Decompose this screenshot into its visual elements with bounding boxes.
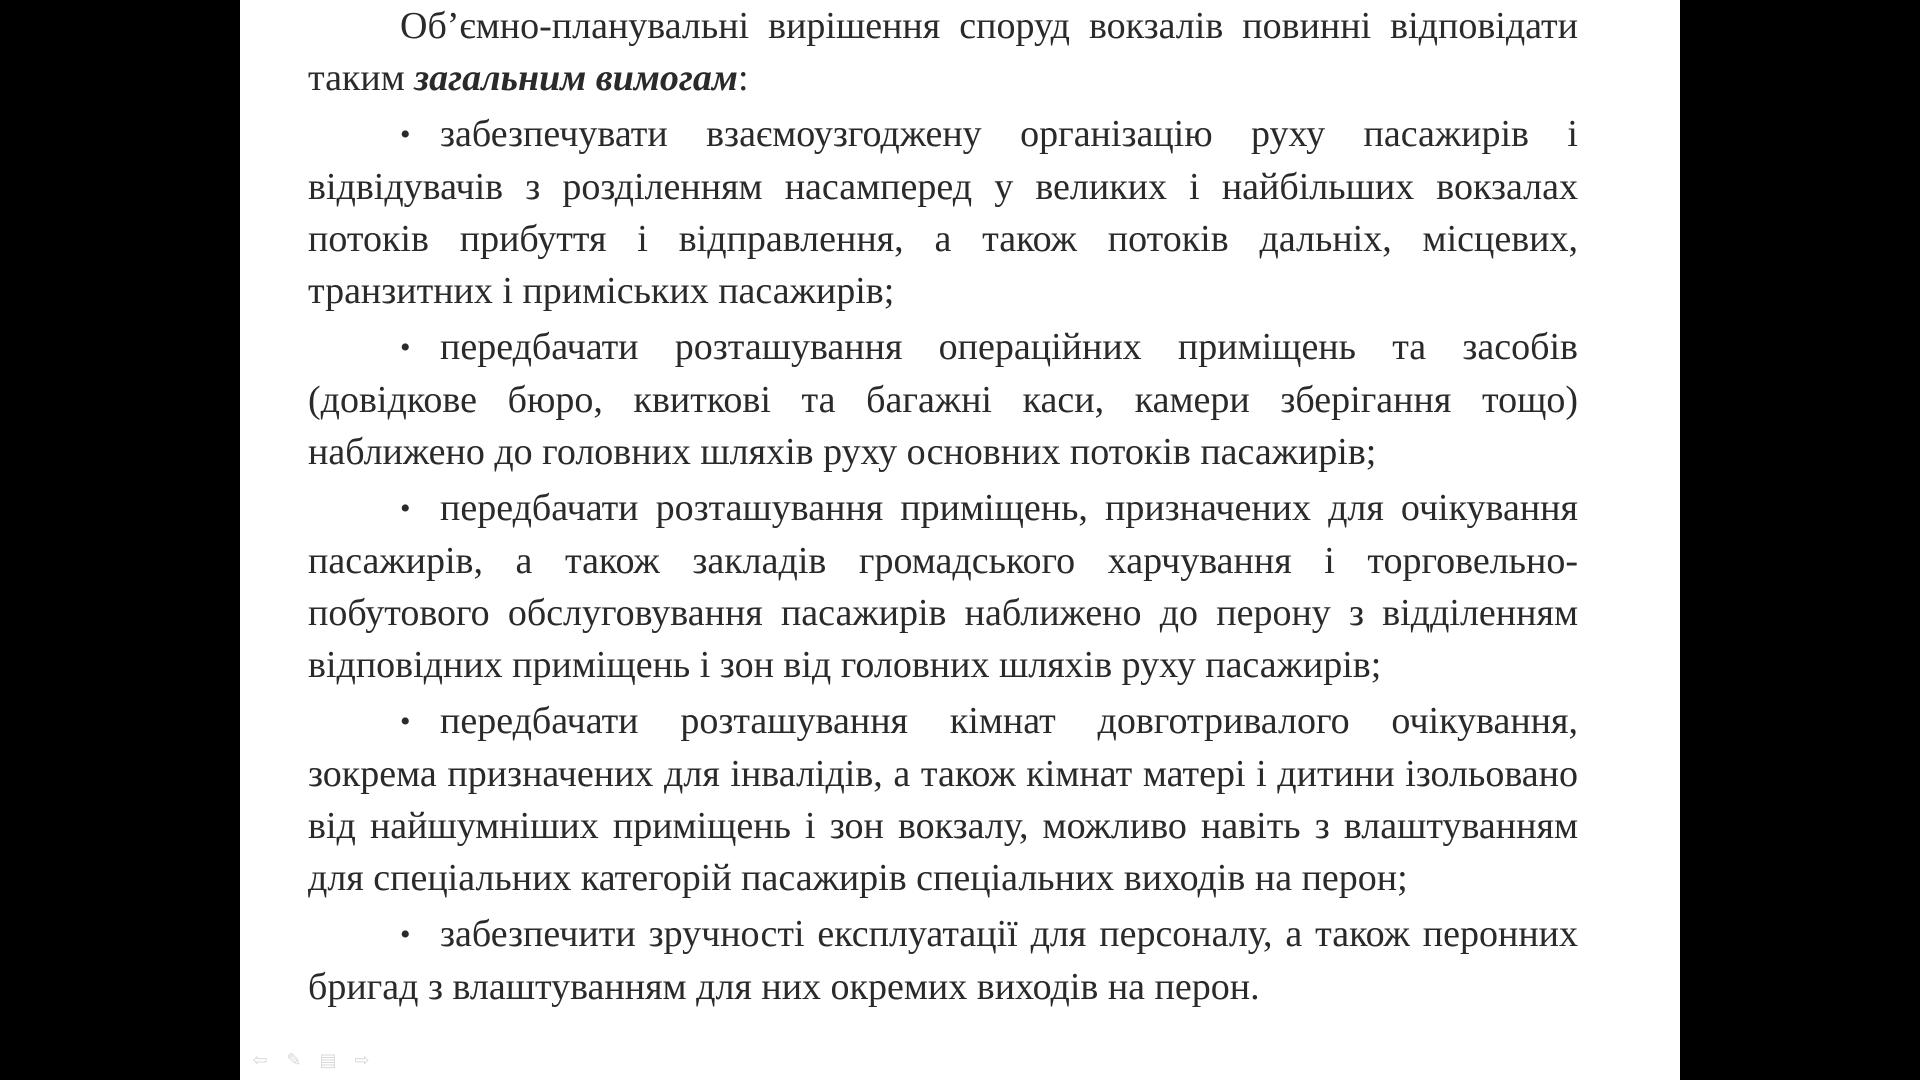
list-item	[308, 908, 1578, 1013]
bullet-icon: •	[400, 118, 411, 151]
bullet-icon: •	[400, 492, 411, 525]
bullet-icon: •	[400, 331, 411, 364]
list-item-text: передбачати розташування приміщень, призначених для очікування пасажирів, а також закладів громадського харчування і торговельно-побутового обслуговування пасажирів наближено до перону з відділенням відповідних приміщень і зон від головних шляхів руху пасажирів;	[308, 487, 1578, 686]
list-item	[308, 321, 1578, 478]
list-item	[308, 695, 1578, 904]
list-item-text: забезпечити зручності експлуатації для персоналу, а також перонних бригад з влаштуванням для них окремих виходів на перон.	[308, 913, 1578, 1008]
previous-slide-icon[interactable]: ⇦	[252, 1050, 268, 1071]
bullet-icon: •	[400, 705, 411, 738]
intro-end: :	[737, 57, 749, 99]
list-item-text: забезпечувати взаємоузгоджену організацію руху пасажирів і відвідувачів з розділенням насамперед у великих і найбільших вокзалах потоків прибуття і відправлення, а також потоків дальніх, місцевих, транзитних і приміських пасажирів;	[308, 113, 1578, 312]
intro-paragraph	[308, 0, 1578, 104]
next-slide-icon[interactable]: ⇨	[354, 1050, 370, 1071]
list-item-text: передбачати розташування кімнат довготривалого очікування, зокрема призначених для інвалідів, а також кімнат матері і дитини ізольовано від найшумніших приміщень і зон вокзалу, можливо навіть з влаштуванням для спеціальних категорій пасажирів спеціальних виходів на перон;	[308, 700, 1578, 899]
list-item	[308, 482, 1578, 691]
intro-emphasis: загальним вимогам	[414, 57, 738, 99]
list-item-text: передбачати розташування операційних приміщень та засобів (довідкове бюро, квиткові та багажні каси, камери зберігання тощо) наближено до головних шляхів руху основних потоків пасажирів;	[308, 326, 1578, 473]
list-item	[308, 108, 1578, 317]
slide-controls	[246, 1050, 376, 1072]
slide-page	[240, 0, 1680, 1080]
intro-text: Об’ємно-планувальні вирішення споруд вокзалів повинні відповідати таким	[308, 5, 1578, 99]
bullet-icon: •	[400, 918, 411, 951]
pen-icon[interactable]: ✎	[286, 1050, 302, 1071]
scanned-document-text	[308, 0, 1578, 1013]
slide-menu-icon[interactable]: ▤	[319, 1050, 337, 1071]
